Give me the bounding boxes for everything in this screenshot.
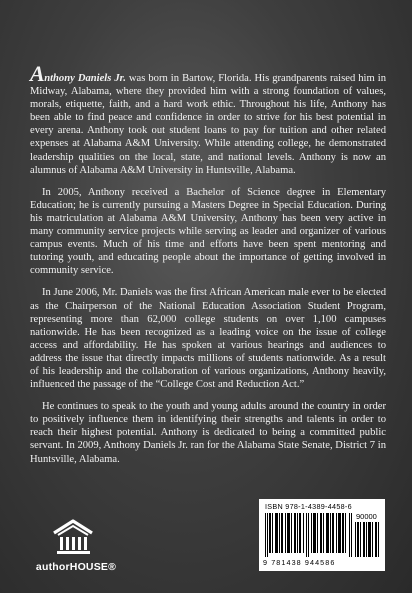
addon-barcode-bars — [355, 522, 379, 557]
author-name: nthony Daniels Jr. — [44, 73, 126, 84]
drop-cap: A — [30, 61, 45, 86]
ean-barcode-bars — [265, 513, 352, 557]
bio-paragraph-1-text: was born in Bartow, Florida. His grandparents raised him in Midway, Alabama, where they provided him with a strong foundation of values, morals, etiquette, faith, and a hard work ethic. Throughout his life, Anthony has been able to find peace and confidence in order to strive for his best potential in every arena. Anthony took out student loans to pay for tuition and other related expenses at Alabama A&M University. While attending college, he demonstrated leadership qualities on the local, state, and national levels. Anthony is now an alumnus of Alabama A&M University in Huntsville, Alabama. — [30, 73, 386, 176]
price-addon-code: 90000 — [356, 512, 377, 521]
publisher-name: authorHOUSE® — [35, 561, 117, 573]
authorhouse-house-icon — [51, 519, 95, 555]
bio-paragraph-3: In June 2006, Mr. Daniels was the first African American male ever to be elected as the Chairperson of the National Education Association Student Program, representing more than 62,000 college students on over 1,100 campuses nationwide. He has been recognized as a leading voice on the issue of college access and affordability. He has spoken at various hearings and audiences to address the issue that directly impacts millions of students nationwide. As a result of his leadership and the collaboration of various organizations, Anthony heavily, influenced the passage of the “College Cost and Reduction Act.” — [30, 287, 386, 391]
isbn-barcode — [259, 499, 385, 571]
bio-paragraph-2: In 2005, Anthony received a Bachelor of Science degree in Elementary Education; he is currently pursuing a Masters Degree in Special Education. During his matriculation at Alabama A&M University, Anthony has been very active in many community service projects while serving as leader and organizer of various campus events. Much of his time and efforts have been spent mentoring and tutoring youth, and educating people about the importance of getting involved in community service. — [30, 186, 386, 277]
isbn-label: ISBN 978-1-4389-4458-6 — [265, 502, 352, 511]
bio-paragraph-4: He continues to speak to the youth and young adults around the country in order to positively influence them in identifying their strengths and talents in order to reach their highest potential. Anthony is dedicated to being a committed public servant. In 2009, Anthony Daniels Jr. ran for the Alabama State Senate, District 7 in Huntsville, Alabama. — [30, 401, 386, 465]
publisher-logo — [30, 519, 120, 575]
bio-paragraph-1 — [30, 61, 386, 177]
author-biography — [30, 61, 386, 475]
barcode-digits: 9 781438 944586 — [263, 558, 336, 567]
